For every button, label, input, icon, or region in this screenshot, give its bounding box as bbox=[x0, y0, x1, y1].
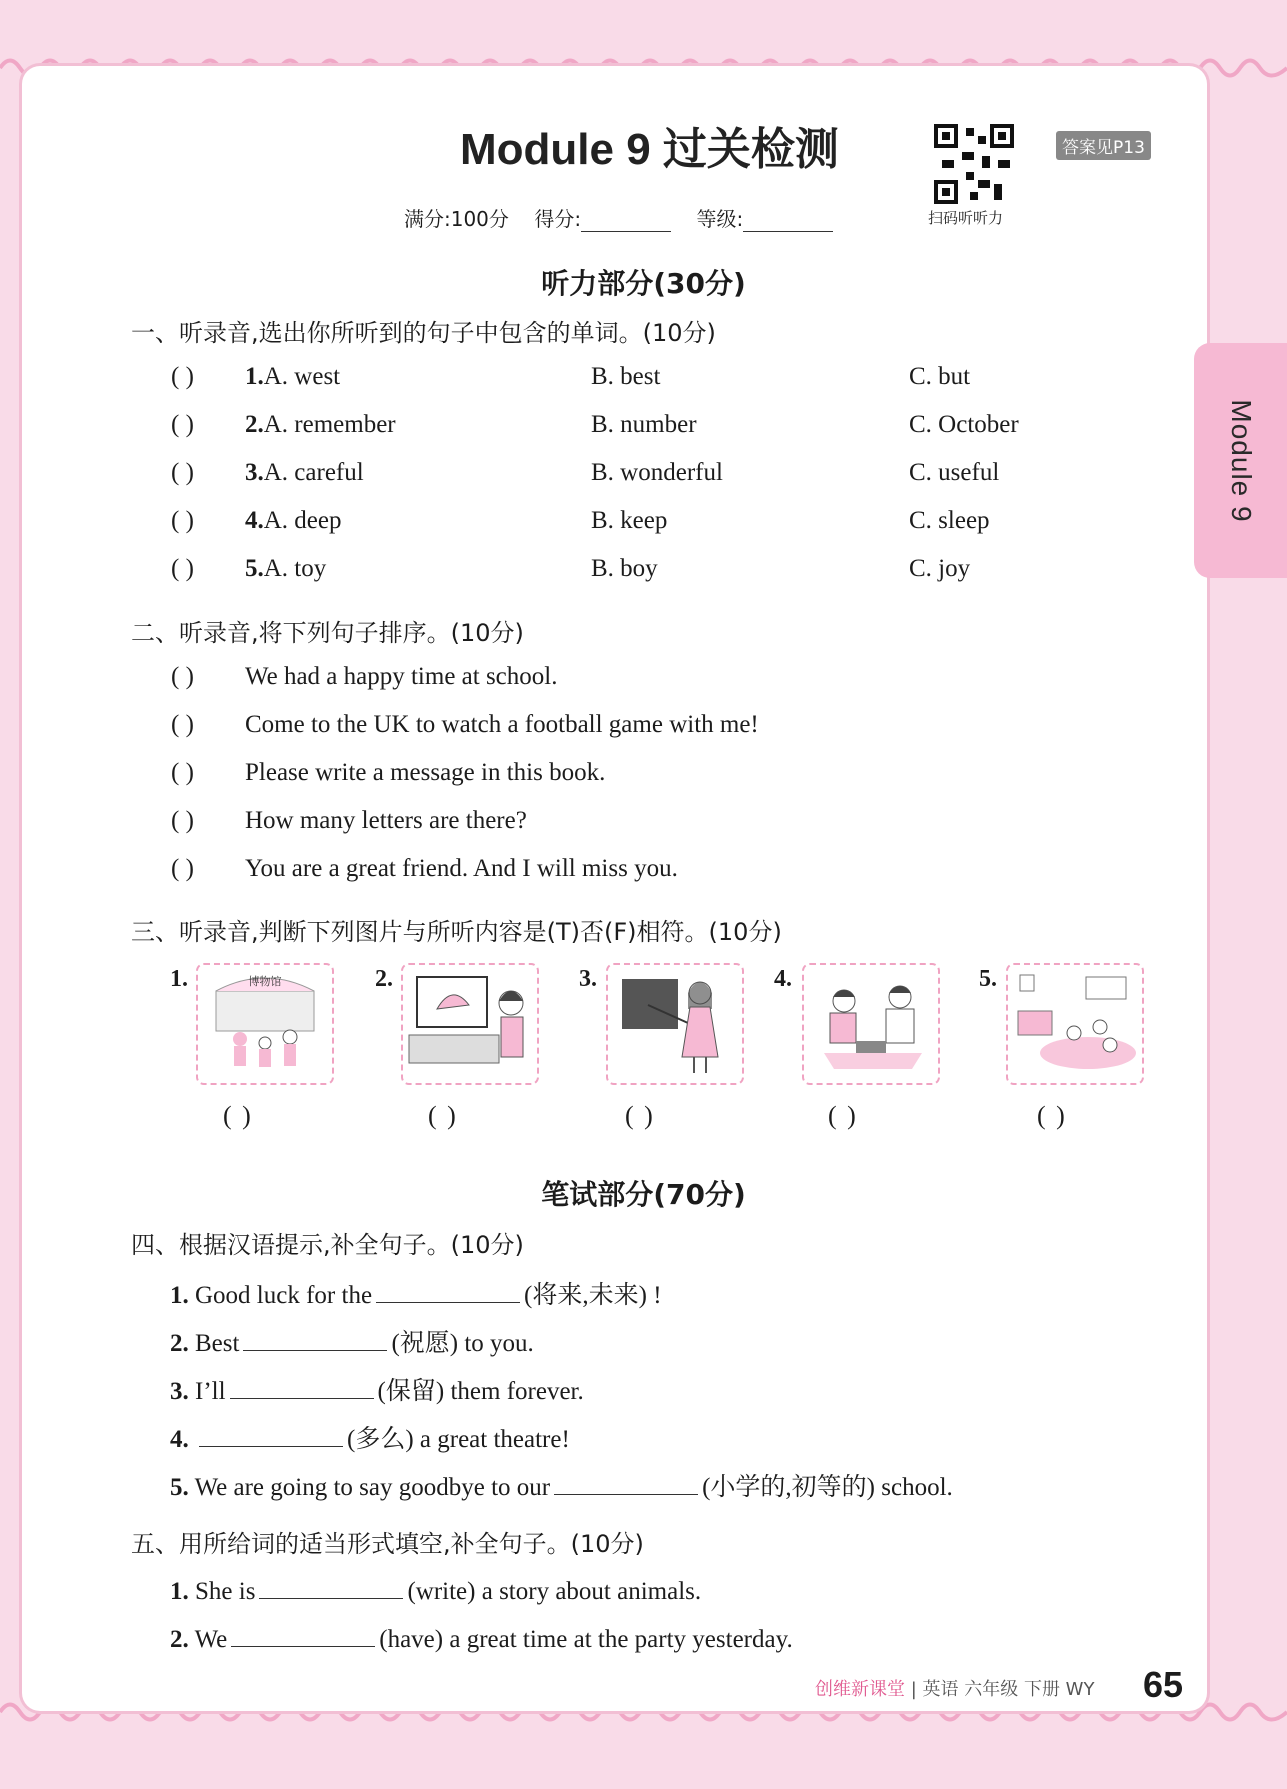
answer-blank[interactable] bbox=[231, 1622, 375, 1647]
question-number: 2. bbox=[170, 1330, 189, 1357]
module-side-tab bbox=[1194, 343, 1287, 578]
sentence-text: Come to the UK to watch a football game with me! bbox=[245, 711, 759, 738]
sentence-text: You are a great friend. And I will miss you. bbox=[245, 855, 678, 882]
option-b: B. number bbox=[591, 411, 697, 438]
answer-paren[interactable]: ( ) bbox=[625, 1101, 655, 1130]
picture-number: 3. bbox=[579, 966, 597, 992]
listening-part-title: 听力部分(30分) bbox=[541, 267, 746, 300]
ordering-row bbox=[171, 711, 759, 739]
fill-in-row bbox=[170, 1419, 570, 1455]
hint-text: (have) bbox=[379, 1626, 444, 1653]
hint-text: (write) bbox=[407, 1578, 476, 1605]
question-row bbox=[171, 363, 340, 391]
sentence-end: ! bbox=[653, 1282, 662, 1309]
sentence-start: We bbox=[194, 1626, 228, 1653]
question-number: 2. bbox=[245, 411, 264, 438]
question-number: 3. bbox=[170, 1378, 189, 1405]
question-row bbox=[171, 459, 364, 487]
score-label: 得分: bbox=[534, 207, 582, 231]
question-number: 4. bbox=[245, 507, 264, 534]
question-row bbox=[171, 555, 326, 583]
sentence-end: to you. bbox=[464, 1330, 534, 1357]
sentence-text: Please write a message in this book. bbox=[245, 759, 606, 786]
sentence-end: them forever. bbox=[450, 1378, 584, 1405]
hint-text: (将来,未来) bbox=[524, 1282, 647, 1309]
sentence-text: We had a happy time at school. bbox=[245, 663, 558, 690]
sentence-end: school. bbox=[881, 1474, 953, 1501]
option-b: B. keep bbox=[591, 507, 668, 534]
hint-text: (祝愿) bbox=[391, 1330, 459, 1357]
option-a: A. west bbox=[263, 363, 341, 390]
option-c: C. October bbox=[909, 411, 1019, 438]
question-number: 3. bbox=[245, 459, 264, 486]
section-1-title: 一、听录音,选出你所听到的句子中包含的单词。(10分) bbox=[131, 319, 716, 347]
answer-paren[interactable]: ( ) bbox=[171, 855, 194, 882]
answer-paren[interactable]: ( ) bbox=[223, 1101, 253, 1130]
answer-paren[interactable]: ( ) bbox=[171, 411, 194, 438]
side-tab-label: Module 9 bbox=[1225, 398, 1257, 523]
answer-blank[interactable] bbox=[376, 1278, 520, 1303]
full-score: 满分:100分 bbox=[404, 207, 509, 231]
page-title: Module 9 过关检测 bbox=[460, 125, 839, 174]
picture-tv bbox=[401, 963, 539, 1085]
question-number: 4. bbox=[170, 1426, 189, 1453]
qr-code-icon[interactable] bbox=[934, 124, 1014, 204]
question-row bbox=[171, 411, 396, 439]
fill-in-row bbox=[170, 1574, 701, 1606]
sentence-end: a story about animals. bbox=[481, 1578, 702, 1605]
answer-blank[interactable] bbox=[243, 1326, 387, 1351]
sentence-start: She is bbox=[195, 1578, 256, 1605]
option-b: B. boy bbox=[591, 555, 658, 582]
answer-paren[interactable]: ( ) bbox=[171, 507, 194, 534]
option-b: B. wonderful bbox=[591, 459, 723, 486]
section-3-title: 三、听录音,判断下列图片与所听内容是(T)否(F)相符。(10分) bbox=[131, 918, 782, 946]
fill-in-row bbox=[170, 1275, 662, 1311]
picture-museum bbox=[196, 963, 334, 1085]
question-row bbox=[171, 507, 342, 535]
option-b: B. best bbox=[591, 363, 661, 390]
question-number: 2. bbox=[170, 1626, 189, 1653]
museum-sign: 博物馆 bbox=[248, 975, 282, 988]
question-number: 1. bbox=[170, 1578, 189, 1605]
option-c: C. joy bbox=[909, 555, 971, 582]
option-c: C. but bbox=[909, 363, 971, 390]
option-c: C. useful bbox=[909, 459, 1000, 486]
picture-number: 2. bbox=[375, 966, 393, 992]
answer-paren[interactable]: ( ) bbox=[171, 363, 194, 390]
hint-text: (保留) bbox=[377, 1378, 445, 1405]
ordering-row bbox=[171, 807, 527, 835]
section-4-title: 四、根据汉语提示,补全句子。(10分) bbox=[131, 1231, 524, 1259]
fill-in-row bbox=[170, 1323, 534, 1359]
fill-in-row bbox=[170, 1622, 793, 1654]
answer-paren[interactable]: ( ) bbox=[171, 459, 194, 486]
answer-paren[interactable]: ( ) bbox=[171, 711, 194, 738]
writing-part-title: 笔试部分(70分) bbox=[541, 1178, 746, 1211]
picture-blackboard bbox=[606, 963, 744, 1085]
picture-number: 5. bbox=[979, 966, 997, 992]
answer-blank[interactable] bbox=[259, 1574, 403, 1599]
picture-number: 1. bbox=[170, 966, 188, 992]
answer-paren[interactable]: ( ) bbox=[1037, 1101, 1067, 1130]
picture-boys bbox=[802, 963, 940, 1085]
question-number: 5. bbox=[170, 1474, 189, 1501]
sentence-start: We are going to say goodbye to our bbox=[194, 1474, 551, 1501]
answer-paren[interactable]: ( ) bbox=[171, 807, 194, 834]
answer-paren[interactable]: ( ) bbox=[428, 1101, 458, 1130]
sentence-end: a great time at the party yesterday. bbox=[449, 1626, 793, 1653]
answer-paren[interactable]: ( ) bbox=[171, 759, 194, 786]
option-a: A. deep bbox=[263, 507, 342, 534]
section-5-title: 五、用所给词的适当形式填空,补全句子。(10分) bbox=[131, 1530, 644, 1558]
answer-paren[interactable]: ( ) bbox=[171, 663, 194, 690]
grade-blank[interactable] bbox=[743, 211, 833, 232]
picture-party bbox=[1006, 963, 1144, 1085]
answer-blank[interactable] bbox=[554, 1470, 698, 1495]
qr-caption: 扫码听听力 bbox=[928, 209, 1004, 227]
sentence-start: Best bbox=[195, 1330, 240, 1357]
question-number: 1. bbox=[245, 363, 264, 390]
ordering-row bbox=[171, 759, 605, 787]
score-line bbox=[404, 203, 833, 232]
option-a: A. toy bbox=[263, 555, 327, 582]
footer-info: 创维新课堂 | 英语 六年级 下册 WY bbox=[815, 1679, 1095, 1700]
answer-blank[interactable] bbox=[230, 1374, 374, 1399]
question-number: 5. bbox=[245, 555, 264, 582]
answer-reference-badge: 答案见P13 bbox=[1056, 131, 1151, 160]
footer-text: 英语 六年级 下册 WY bbox=[922, 1679, 1095, 1700]
score-blank[interactable] bbox=[581, 211, 671, 232]
picture-number: 4. bbox=[774, 966, 792, 992]
fill-in-row bbox=[170, 1371, 584, 1407]
sentence-end: a great theatre! bbox=[419, 1426, 570, 1453]
sentence-start: Good luck for the bbox=[195, 1282, 373, 1309]
ordering-row bbox=[171, 663, 557, 691]
fill-in-row bbox=[170, 1467, 953, 1503]
hint-text: (小学的,初等的) bbox=[702, 1474, 876, 1501]
question-number: 1. bbox=[170, 1282, 189, 1309]
answer-paren[interactable]: ( ) bbox=[171, 555, 194, 582]
sentence-start: I’ll bbox=[195, 1378, 226, 1405]
option-a: A. careful bbox=[263, 459, 364, 486]
grade-label: 等级: bbox=[696, 207, 744, 231]
ordering-row bbox=[171, 855, 678, 883]
answer-blank[interactable] bbox=[199, 1422, 343, 1447]
sentence-text: How many letters are there? bbox=[245, 807, 527, 834]
footer-brand: 创维新课堂 bbox=[815, 1679, 905, 1700]
answer-paren[interactable]: ( ) bbox=[828, 1101, 858, 1130]
option-c: C. sleep bbox=[909, 507, 990, 534]
option-a: A. remember bbox=[263, 411, 396, 438]
section-2-title: 二、听录音,将下列句子排序。(10分) bbox=[131, 619, 524, 647]
page-number: 65 bbox=[1143, 1664, 1184, 1705]
hint-text: (多么) bbox=[347, 1426, 414, 1453]
